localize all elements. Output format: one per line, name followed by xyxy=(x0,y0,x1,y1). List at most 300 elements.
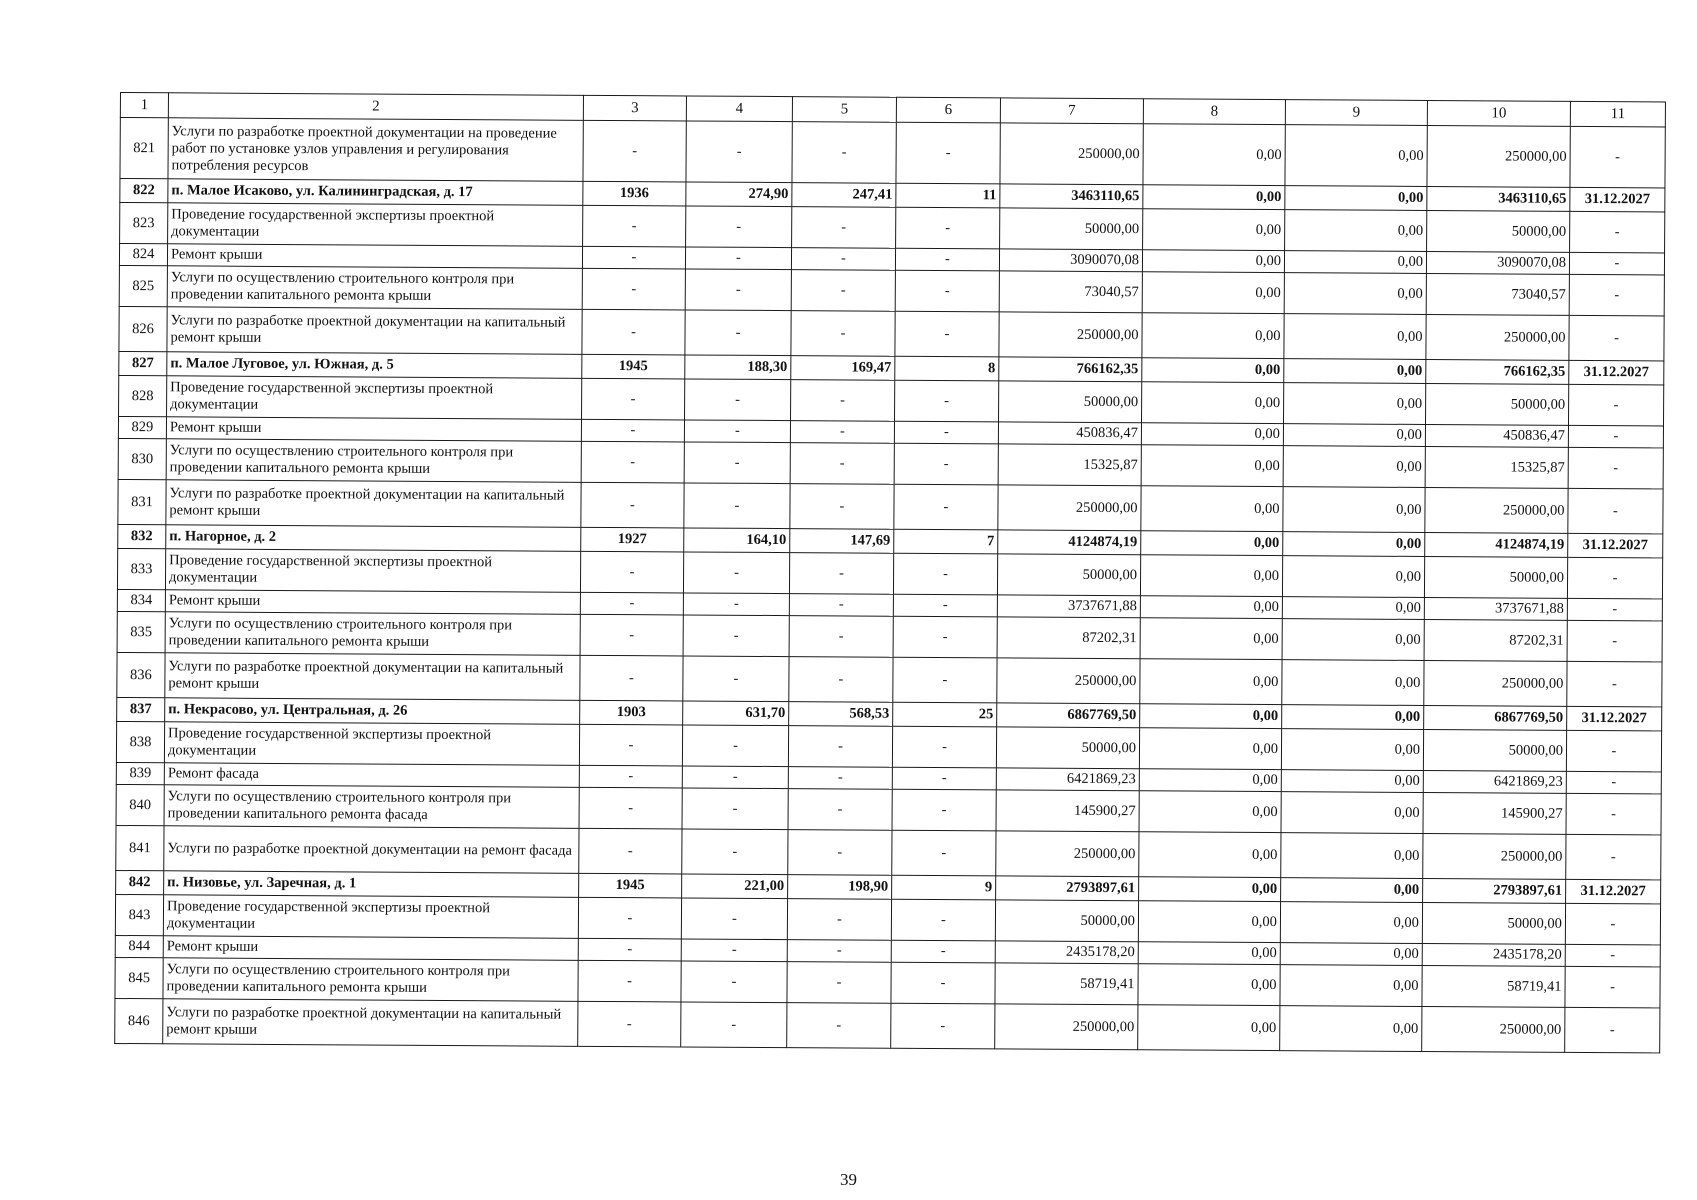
col7-amount-cell: 145900,27 xyxy=(996,790,1139,832)
col5-cell: - xyxy=(787,962,891,1004)
col7-amount-cell: 50000,00 xyxy=(997,554,1140,596)
work-description-cell: Услуги по разработке проектной документации на капитальный ремонт крыши xyxy=(163,999,578,1047)
col7-amount-cell: 250000,00 xyxy=(999,312,1142,358)
col6-cell: - xyxy=(891,962,995,1004)
row-number-cell: 823 xyxy=(120,203,168,244)
col5-cell: 568,53 xyxy=(789,702,893,727)
col4-cell: - xyxy=(683,593,789,616)
col6-cell: - xyxy=(896,207,1000,249)
col8-amount-cell: 0,00 xyxy=(1140,596,1282,619)
col5-cell: - xyxy=(792,122,896,184)
col6-cell: 8 xyxy=(895,356,999,381)
row-number-cell: 829 xyxy=(118,416,166,438)
col10-amount-cell: 250000,00 xyxy=(1426,314,1569,360)
col7-amount-cell: 250000,00 xyxy=(997,658,1140,704)
work-description-cell: п. Низовье, ул. Заречная, д. 1 xyxy=(164,871,579,898)
col5-cell: - xyxy=(790,484,894,530)
col4-cell: - xyxy=(685,247,791,270)
col6-cell: - xyxy=(893,594,997,617)
row-number-cell: 830 xyxy=(118,438,166,479)
col11-deadline-cell: 31.12.2027 xyxy=(1569,360,1664,385)
row-number-cell: 821 xyxy=(120,118,168,179)
col3-cell: - xyxy=(582,378,685,420)
col4-cell: - xyxy=(681,1002,787,1048)
header-cell: 2 xyxy=(168,93,583,121)
page-number: 39 xyxy=(840,1170,857,1189)
col7-amount-cell: 50000,00 xyxy=(1000,208,1143,250)
col8-amount-cell: 0,00 xyxy=(1143,185,1285,210)
col9-amount-cell: 0,00 xyxy=(1283,532,1425,557)
col4-cell: - xyxy=(682,725,788,767)
col9-amount-cell: 0,00 xyxy=(1282,619,1424,661)
col10-amount-cell: 450836,47 xyxy=(1425,424,1568,447)
col4-cell: - xyxy=(681,939,787,962)
header-cell: 6 xyxy=(896,97,1000,123)
col8-amount-cell: 0,00 xyxy=(1142,272,1284,314)
col9-amount-cell: 0,00 xyxy=(1280,1006,1422,1052)
col11-deadline-cell: - xyxy=(1568,488,1663,534)
col6-cell: - xyxy=(892,726,996,768)
col10-amount-cell: 50000,00 xyxy=(1425,383,1568,425)
col11-deadline-cell: - xyxy=(1570,211,1665,253)
col6-cell: - xyxy=(892,767,996,790)
col5-cell: 147,69 xyxy=(790,529,894,554)
col4-cell: - xyxy=(682,766,788,789)
col6-cell: - xyxy=(896,122,1000,184)
col5-cell: - xyxy=(789,616,893,658)
col3-cell: - xyxy=(581,441,684,483)
work-description-cell: п. Малое Луговое, ул. Южная, д. 5 xyxy=(167,352,582,379)
col7-amount-cell: 2435178,20 xyxy=(995,941,1138,964)
col10-amount-cell: 87202,31 xyxy=(1424,619,1567,661)
col6-cell: 11 xyxy=(896,183,1000,208)
col8-amount-cell: 0,00 xyxy=(1141,423,1283,446)
col10-amount-cell: 250000,00 xyxy=(1425,487,1568,533)
col5-cell: - xyxy=(788,789,892,831)
col5-cell: - xyxy=(787,1003,891,1049)
col5-cell: 247,41 xyxy=(792,183,896,208)
row-number-cell: 845 xyxy=(115,957,163,998)
row-number-cell: 831 xyxy=(118,479,166,524)
row-number-cell: 838 xyxy=(116,721,164,762)
row-number-cell: 827 xyxy=(119,351,167,375)
col7-amount-cell: 450836,47 xyxy=(998,422,1141,445)
col6-cell: - xyxy=(895,311,999,357)
col9-amount-cell: 0,00 xyxy=(1285,210,1427,252)
col11-deadline-cell: - xyxy=(1568,425,1663,448)
work-description-cell: Проведение государственной экспертизы проектной документации xyxy=(164,722,579,766)
col3-cell: - xyxy=(581,419,684,442)
work-description-cell: Ремонт крыши xyxy=(166,417,581,442)
col8-amount-cell: 0,00 xyxy=(1141,382,1283,424)
col11-deadline-cell: - xyxy=(1569,315,1664,361)
col11-deadline-cell: - xyxy=(1567,598,1662,621)
col10-amount-cell: 250000,00 xyxy=(1423,833,1566,879)
header-cell: 4 xyxy=(686,96,792,122)
row-number-cell: 836 xyxy=(117,652,165,697)
col3-cell: 1945 xyxy=(582,354,685,379)
col9-amount-cell: 0,00 xyxy=(1280,965,1422,1007)
col11-deadline-cell: 31.12.2027 xyxy=(1570,187,1665,212)
col10-amount-cell: 145900,27 xyxy=(1423,792,1566,834)
col9-amount-cell: 0,00 xyxy=(1284,273,1426,315)
col8-amount-cell: 0,00 xyxy=(1139,791,1281,833)
col6-cell: - xyxy=(893,553,997,595)
header-cell: 9 xyxy=(1285,100,1427,126)
col4-cell: - xyxy=(683,656,789,702)
col5-cell: - xyxy=(787,899,891,941)
col5-cell: - xyxy=(792,207,896,249)
row-number-cell: 844 xyxy=(115,935,163,957)
col3-cell: 1945 xyxy=(579,873,682,898)
col8-amount-cell: 0,00 xyxy=(1140,555,1282,597)
col4-cell: 188,30 xyxy=(685,355,791,380)
work-description-cell: Услуги по осуществлению строительного контроля при проведении капитального ремонта крыши xyxy=(163,958,578,1002)
col9-amount-cell: 0,00 xyxy=(1285,125,1427,187)
col9-amount-cell: 0,00 xyxy=(1281,792,1423,834)
col11-deadline-cell: - xyxy=(1568,447,1663,489)
col5-cell: - xyxy=(789,657,893,703)
col8-amount-cell: 0,00 xyxy=(1138,942,1280,965)
col10-amount-cell: 58719,41 xyxy=(1422,965,1565,1007)
col7-amount-cell: 250000,00 xyxy=(1000,123,1143,185)
col7-amount-cell: 87202,31 xyxy=(997,617,1140,659)
table-body xyxy=(115,93,1666,1053)
col3-cell: - xyxy=(580,592,683,615)
col9-amount-cell: 0,00 xyxy=(1282,705,1424,730)
work-description-cell: Услуги по осуществлению строительного контроля при проведении капитального ремонта крыши xyxy=(166,439,581,483)
table-row xyxy=(115,998,1660,1052)
work-description-cell: Проведение государственной экспертизы проектной документации xyxy=(165,549,580,593)
col10-amount-cell: 250000,00 xyxy=(1424,660,1567,706)
col4-cell: - xyxy=(684,483,790,529)
col7-amount-cell: 3463110,65 xyxy=(1000,184,1143,209)
col8-amount-cell: 0,00 xyxy=(1143,209,1285,251)
work-description-cell: Проведение государственной экспертизы проектной документации xyxy=(167,376,582,420)
row-number-cell: 826 xyxy=(119,306,167,351)
col4-cell: - xyxy=(682,829,788,875)
col9-amount-cell: 0,00 xyxy=(1282,556,1424,598)
col5-cell: - xyxy=(788,830,892,876)
col10-amount-cell: 15325,87 xyxy=(1425,446,1568,488)
col11-deadline-cell: - xyxy=(1566,793,1661,835)
col8-amount-cell: 0,00 xyxy=(1140,659,1282,705)
col3-cell: - xyxy=(580,614,683,656)
col4-cell: - xyxy=(682,788,788,830)
col4-cell: - xyxy=(681,898,787,940)
col9-amount-cell: 0,00 xyxy=(1283,487,1425,533)
col11-deadline-cell: - xyxy=(1567,661,1662,707)
col6-cell: 9 xyxy=(892,875,996,900)
col6-cell: - xyxy=(894,484,998,530)
col8-amount-cell: 0,00 xyxy=(1140,704,1282,729)
col11-deadline-cell: - xyxy=(1565,944,1660,967)
col3-cell: - xyxy=(583,120,686,182)
col5-cell: - xyxy=(788,726,892,768)
col5-cell: - xyxy=(789,594,893,617)
col7-amount-cell: 4124874,19 xyxy=(998,530,1141,555)
col8-amount-cell: 0,00 xyxy=(1138,901,1280,943)
header-cell: 5 xyxy=(792,97,896,123)
row-number-cell: 843 xyxy=(115,894,163,935)
col11-deadline-cell: - xyxy=(1566,834,1661,880)
col9-amount-cell: 0,00 xyxy=(1285,186,1427,211)
col7-amount-cell: 250000,00 xyxy=(996,831,1139,877)
col5-cell: - xyxy=(791,311,895,357)
col3-cell: - xyxy=(579,724,682,766)
col6-cell: - xyxy=(892,789,996,831)
header-cell: 1 xyxy=(120,93,168,118)
col8-amount-cell: 0,00 xyxy=(1141,531,1283,556)
row-number-cell: 824 xyxy=(119,244,167,266)
col7-amount-cell: 58719,41 xyxy=(995,963,1138,1005)
col7-amount-cell: 6867769,50 xyxy=(997,703,1140,728)
col6-cell: - xyxy=(894,421,998,444)
col3-cell: - xyxy=(582,268,685,310)
col3-cell: - xyxy=(578,938,681,961)
row-number-cell: 832 xyxy=(118,524,166,548)
col10-amount-cell: 766162,35 xyxy=(1426,359,1569,384)
col4-cell: - xyxy=(685,379,791,421)
col10-amount-cell: 6421869,23 xyxy=(1423,770,1566,793)
col4-cell: - xyxy=(683,615,789,657)
col6-cell: - xyxy=(893,616,997,658)
col6-cell: - xyxy=(892,830,996,876)
col9-amount-cell: 0,00 xyxy=(1280,943,1422,966)
col6-cell: - xyxy=(891,1003,995,1049)
col9-amount-cell: 0,00 xyxy=(1284,251,1426,274)
col9-amount-cell: 0,00 xyxy=(1283,383,1425,425)
col10-amount-cell: 3463110,65 xyxy=(1427,186,1570,211)
col9-amount-cell: 0,00 xyxy=(1281,729,1423,771)
repair-register-table xyxy=(114,92,1666,1053)
col4-cell: 221,00 xyxy=(682,874,788,899)
col7-amount-cell: 73040,57 xyxy=(999,271,1142,313)
col4-cell: - xyxy=(684,420,790,443)
col4-cell: - xyxy=(686,121,792,183)
col5-cell: - xyxy=(790,443,894,485)
document-page xyxy=(120,92,1665,1044)
col6-cell: 7 xyxy=(894,529,998,554)
row-number-cell: 841 xyxy=(116,825,164,870)
col11-deadline-cell: - xyxy=(1568,384,1663,426)
col9-amount-cell: 0,00 xyxy=(1281,878,1423,903)
col10-amount-cell: 4124874,19 xyxy=(1425,532,1568,557)
col6-cell: - xyxy=(895,270,999,312)
col10-amount-cell: 2793897,61 xyxy=(1423,878,1566,903)
work-description-cell: Услуги по осуществлению строительного контроля при проведении капитального ремонта фасада xyxy=(164,785,579,829)
work-description-cell: Ремонт фасада xyxy=(164,763,579,788)
col3-cell: - xyxy=(582,246,685,269)
col10-amount-cell: 50000,00 xyxy=(1423,729,1566,771)
col8-amount-cell: 0,00 xyxy=(1139,877,1281,902)
col11-deadline-cell: - xyxy=(1567,620,1662,662)
col6-cell: - xyxy=(891,899,995,941)
col8-amount-cell: 0,00 xyxy=(1140,618,1282,660)
work-description-cell: Услуги по осуществлению строительного контроля при проведении капитального ремонта крыши xyxy=(167,266,582,310)
work-description-cell: п. Нагорное, д. 2 xyxy=(166,525,581,552)
header-cell: 3 xyxy=(583,95,686,121)
work-description-cell: Проведение государственной экспертизы проектной документации xyxy=(168,203,583,247)
col6-cell: - xyxy=(894,443,998,485)
col11-deadline-cell: - xyxy=(1566,730,1661,772)
col6-cell: - xyxy=(891,940,995,963)
work-description-cell: Услуги по разработке проектной документации на проведение работ по установке узлов управления и регулирования потребления ресурсов xyxy=(168,118,583,182)
header-cell: 10 xyxy=(1427,100,1570,126)
col3-cell: 1936 xyxy=(583,181,686,206)
col11-deadline-cell: 31.12.2027 xyxy=(1567,706,1662,731)
col5-cell: - xyxy=(791,270,895,312)
col4-cell: - xyxy=(683,552,789,594)
row-number-cell: 842 xyxy=(116,870,164,894)
col8-amount-cell: 0,00 xyxy=(1142,313,1284,359)
col9-amount-cell: 0,00 xyxy=(1281,833,1423,879)
col6-cell: - xyxy=(895,380,999,422)
work-description-cell: Ремонт крыши xyxy=(165,590,580,615)
col11-deadline-cell: - xyxy=(1567,557,1662,599)
col4-cell: 631,70 xyxy=(683,701,789,726)
col7-amount-cell: 2793897,61 xyxy=(996,876,1139,901)
col4-cell: - xyxy=(685,269,791,311)
col8-amount-cell: 0,00 xyxy=(1139,832,1281,878)
col4-cell: 164,10 xyxy=(684,528,790,553)
col7-amount-cell: 250000,00 xyxy=(995,1004,1138,1050)
col5-cell: 198,90 xyxy=(788,875,892,900)
col11-deadline-cell: - xyxy=(1569,274,1664,316)
row-number-cell: 834 xyxy=(117,589,165,611)
work-description-cell: Услуги по разработке проектной документации на ремонт фасада xyxy=(164,826,579,874)
table-row xyxy=(120,118,1665,188)
col10-amount-cell: 50000,00 xyxy=(1422,902,1565,944)
col3-cell: - xyxy=(578,1001,681,1047)
col8-amount-cell: 0,00 xyxy=(1142,250,1284,273)
col11-deadline-cell: - xyxy=(1570,126,1665,188)
col3-cell: - xyxy=(580,551,683,593)
col8-amount-cell: 0,00 xyxy=(1138,1005,1280,1051)
row-number-cell: 822 xyxy=(120,179,168,203)
col7-amount-cell: 250000,00 xyxy=(998,485,1141,531)
row-number-cell: 833 xyxy=(117,548,165,589)
col10-amount-cell: 3737671,88 xyxy=(1424,597,1567,620)
col3-cell: 1927 xyxy=(581,527,684,552)
col3-cell: - xyxy=(578,960,681,1002)
col5-cell: 169,47 xyxy=(791,356,895,381)
header-cell: 11 xyxy=(1570,101,1665,127)
row-number-cell: 825 xyxy=(119,265,167,306)
col9-amount-cell: 0,00 xyxy=(1283,446,1425,488)
col10-amount-cell: 50000,00 xyxy=(1424,556,1567,598)
col7-amount-cell: 766162,35 xyxy=(999,357,1142,382)
work-description-cell: Услуги по осуществлению строительного контроля при проведении капитального ремонта крыши xyxy=(165,612,580,656)
col3-cell: - xyxy=(579,828,682,874)
col10-amount-cell: 6867769,50 xyxy=(1424,705,1567,730)
work-description-cell: Ремонт крыши xyxy=(167,244,582,269)
col7-amount-cell: 50000,00 xyxy=(995,900,1138,942)
col3-cell: - xyxy=(582,309,685,355)
row-number-cell: 837 xyxy=(117,697,165,721)
col3-cell: - xyxy=(580,655,683,701)
col5-cell: - xyxy=(791,380,895,422)
col7-amount-cell: 50000,00 xyxy=(996,727,1139,769)
row-number-cell: 835 xyxy=(117,611,165,652)
col5-cell: - xyxy=(789,553,893,595)
col5-cell: - xyxy=(791,248,895,271)
work-description-cell: Проведение государственной экспертизы проектной документации xyxy=(163,895,578,939)
work-description-cell: Услуги по разработке проектной документации на капитальный ремонт крыши xyxy=(166,480,581,528)
col5-cell: - xyxy=(790,421,894,444)
col7-amount-cell: 50000,00 xyxy=(999,381,1142,423)
col9-amount-cell: 0,00 xyxy=(1283,424,1425,447)
col4-cell: - xyxy=(685,310,791,356)
col3-cell: - xyxy=(578,897,681,939)
col11-deadline-cell: - xyxy=(1565,966,1660,1008)
col11-deadline-cell: - xyxy=(1569,252,1664,275)
col3-cell: - xyxy=(579,765,682,788)
col9-amount-cell: 0,00 xyxy=(1282,660,1424,706)
col5-cell: - xyxy=(787,940,891,963)
col10-amount-cell: 50000,00 xyxy=(1427,210,1570,252)
col10-amount-cell: 250000,00 xyxy=(1427,125,1570,187)
col11-deadline-cell: 31.12.2027 xyxy=(1566,879,1661,904)
col4-cell: - xyxy=(684,442,790,484)
col10-amount-cell: 3090070,08 xyxy=(1426,251,1569,274)
col7-amount-cell: 3737671,88 xyxy=(997,595,1140,618)
col11-deadline-cell: - xyxy=(1565,1007,1660,1053)
col10-amount-cell: 250000,00 xyxy=(1422,1006,1565,1052)
col10-amount-cell: 73040,57 xyxy=(1426,273,1569,315)
col7-amount-cell: 3090070,08 xyxy=(999,249,1142,272)
col11-deadline-cell: - xyxy=(1566,771,1661,794)
row-number-cell: 840 xyxy=(116,784,164,825)
work-description-cell: Ремонт крыши xyxy=(163,936,578,961)
work-description-cell: п. Некрасово, ул. Центральная, д. 26 xyxy=(165,698,580,725)
col3-cell: - xyxy=(579,787,682,829)
work-description-cell: п. Малое Исаково, ул. Калининградская, д. 17 xyxy=(168,179,583,206)
col9-amount-cell: 0,00 xyxy=(1280,902,1422,944)
col8-amount-cell: 0,00 xyxy=(1138,964,1280,1006)
col8-amount-cell: 0,00 xyxy=(1139,769,1281,792)
header-cell: 7 xyxy=(1000,98,1143,124)
col6-cell: 25 xyxy=(893,702,997,727)
col9-amount-cell: 0,00 xyxy=(1284,359,1426,384)
col9-amount-cell: 0,00 xyxy=(1282,597,1424,620)
col3-cell: 1903 xyxy=(580,700,683,725)
col8-amount-cell: 0,00 xyxy=(1143,124,1285,186)
col4-cell: - xyxy=(681,961,787,1003)
row-number-cell: 828 xyxy=(119,375,167,416)
col4-cell: - xyxy=(686,206,792,248)
work-description-cell: Услуги по разработке проектной документации на капитальный ремонт крыши xyxy=(167,307,582,355)
row-number-cell: 846 xyxy=(115,998,163,1043)
work-description-cell: Услуги по разработке проектной документации на капитальный ремонт крыши xyxy=(165,653,580,701)
col8-amount-cell: 0,00 xyxy=(1142,358,1284,383)
col6-cell: - xyxy=(893,657,997,703)
col10-amount-cell: 2435178,20 xyxy=(1422,943,1565,966)
col3-cell: - xyxy=(583,205,686,247)
col8-amount-cell: 0,00 xyxy=(1141,486,1283,532)
col9-amount-cell: 0,00 xyxy=(1284,314,1426,360)
col3-cell: - xyxy=(581,482,684,528)
col4-cell: 274,90 xyxy=(686,182,792,207)
col5-cell: - xyxy=(788,767,892,790)
col11-deadline-cell: - xyxy=(1565,903,1660,945)
row-number-cell: 839 xyxy=(116,762,164,784)
col9-amount-cell: 0,00 xyxy=(1281,770,1423,793)
col6-cell: - xyxy=(895,248,999,271)
col7-amount-cell: 6421869,23 xyxy=(996,768,1139,791)
col8-amount-cell: 0,00 xyxy=(1141,445,1283,487)
col7-amount-cell: 15325,87 xyxy=(998,444,1141,486)
